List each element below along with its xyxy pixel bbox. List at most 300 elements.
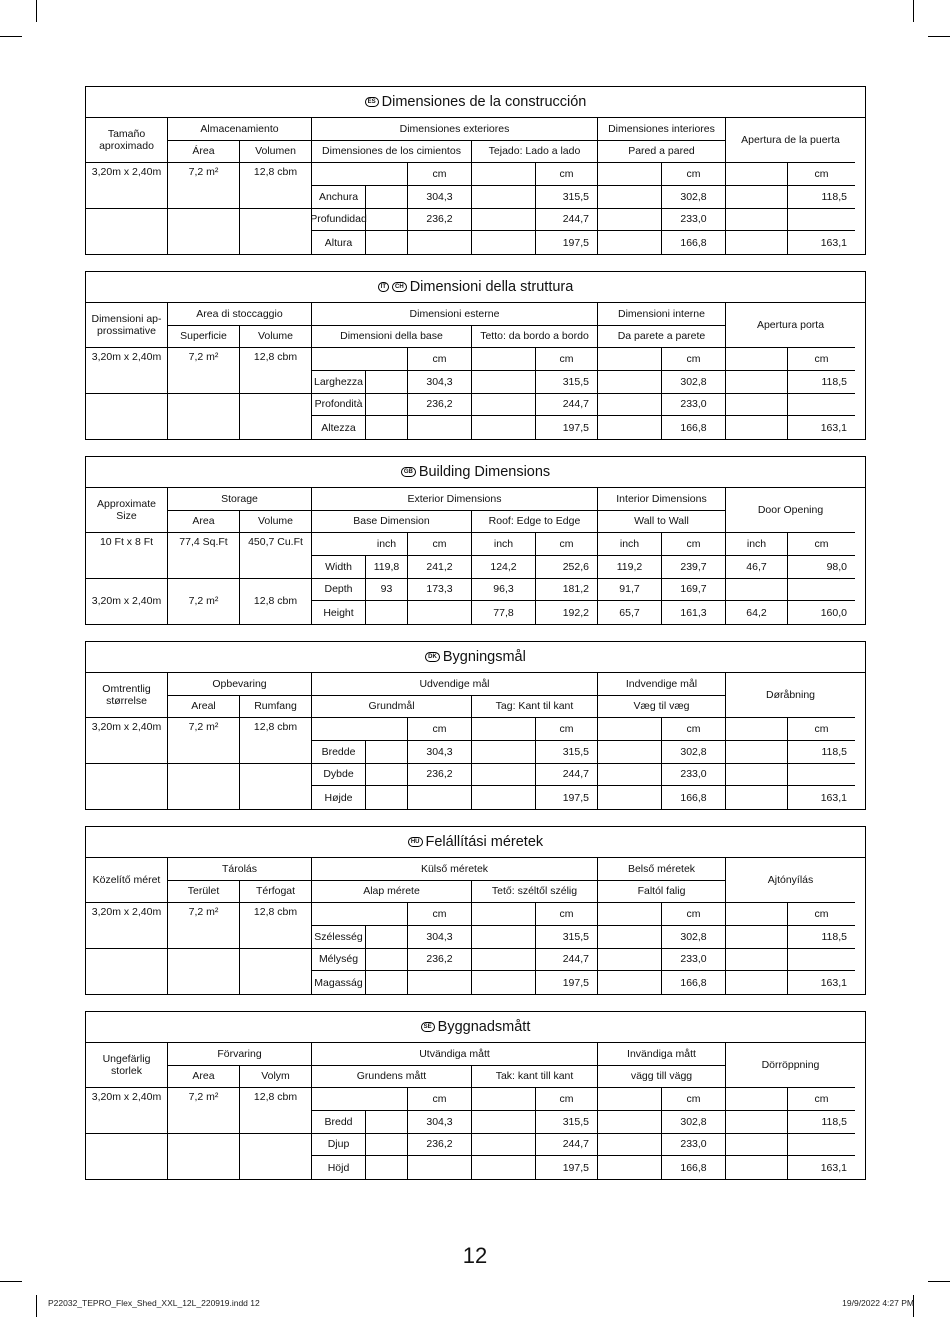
country-flag-icon: CH: [392, 282, 407, 292]
unit-label: cm: [536, 348, 598, 371]
dimension-value: [472, 1111, 536, 1134]
exterior-header: Külső méretek: [312, 858, 598, 881]
unit-label: cm: [788, 348, 855, 371]
crop-mark: [0, 1281, 22, 1282]
dimension-value: 239,7: [662, 556, 726, 579]
dimension-value: 98,0: [788, 556, 855, 579]
country-flag-icon: ES: [365, 97, 379, 107]
dimension-value: [598, 394, 662, 417]
table-cell: [312, 163, 366, 186]
size-header: Közelítő méret: [86, 858, 168, 903]
area-value: [168, 949, 240, 994]
unit-label: cm: [408, 1088, 472, 1111]
area-value: 7,2 m²: [168, 718, 240, 763]
table-title-text: Bygningsmål: [442, 649, 526, 665]
unit-label: [366, 163, 408, 186]
volume-value: [240, 949, 312, 994]
volume-header: Volume: [240, 511, 312, 534]
dimension-label: Bredd: [312, 1111, 366, 1134]
door-header: Door Opening: [726, 488, 855, 533]
dimension-value: 161,3: [662, 601, 726, 624]
dimension-label: Altezza: [312, 416, 366, 439]
size-value: 3,20m x 2,40m: [86, 718, 168, 763]
unit-label: inch: [472, 533, 536, 556]
dimension-value: 236,2: [408, 1134, 472, 1157]
dimension-value: [472, 949, 536, 972]
unit-label: [598, 348, 662, 371]
country-flag-icon: DK: [425, 652, 440, 662]
size-header: Ungefärlig storlek: [86, 1043, 168, 1088]
dimension-value: 304,3: [408, 186, 472, 209]
dimension-value: [472, 971, 536, 994]
dimension-value: 304,3: [408, 741, 472, 764]
unit-label: cm: [536, 533, 598, 556]
dimension-value: 65,7: [598, 601, 662, 624]
interior-header: Indvendige mål: [598, 673, 726, 696]
unit-label: cm: [788, 533, 855, 556]
dimension-value: 304,3: [408, 1111, 472, 1134]
dimension-label: Profundidad: [312, 209, 366, 232]
dimension-value: 304,3: [408, 926, 472, 949]
dimension-value: 96,3: [472, 579, 536, 602]
dimension-value: 236,2: [408, 949, 472, 972]
interior-header: Dimensioni interne: [598, 303, 726, 326]
dimension-value: 77,8: [472, 601, 536, 624]
unit-label: cm: [788, 903, 855, 926]
size-header: Approximate Size: [86, 488, 168, 533]
size-value: [86, 764, 168, 809]
dimension-value: [366, 394, 408, 417]
unit-label: cm: [662, 903, 726, 926]
storage-header: Area di stoccaggio: [168, 303, 312, 326]
dimension-value: [598, 416, 662, 439]
dimension-value: 119,2: [598, 556, 662, 579]
size-value: 3,20m x 2,40m: [86, 903, 168, 948]
dimension-label: Anchura: [312, 186, 366, 209]
dimension-table: [85, 641, 866, 810]
dimension-value: 233,0: [662, 1134, 726, 1157]
page-number: 12: [462, 1243, 488, 1268]
dimension-value: [726, 971, 788, 994]
exterior-header: Utvändiga mått: [312, 1043, 598, 1066]
unit-label: [726, 348, 788, 371]
roof-header: Tak: kant till kant: [472, 1066, 598, 1089]
dimension-value: 302,8: [662, 1111, 726, 1134]
table-title-text: Byggnadsmått: [437, 1019, 531, 1035]
area-header: Terület: [168, 881, 240, 904]
area-value: 7,2 m²: [168, 903, 240, 948]
dimension-value: [598, 1111, 662, 1134]
area-value: 77,4 Sq.Ft: [168, 533, 240, 578]
dimension-value: 163,1: [820, 236, 847, 249]
country-flag-icon: GB: [401, 467, 416, 477]
dimension-grid: [86, 488, 865, 624]
roof-header: Roof: Edge to Edge: [472, 511, 598, 534]
unit-label: cm: [408, 533, 472, 556]
dimension-value: 166,8: [662, 971, 726, 994]
dimension-value: [366, 231, 408, 254]
dimension-value: [408, 786, 472, 809]
dimension-label: Magasság: [312, 971, 366, 994]
dimension-value: [726, 579, 788, 602]
dimension-value: [472, 926, 536, 949]
dimension-table: [85, 456, 866, 625]
unit-label: cm: [408, 718, 472, 741]
exterior-header: Dimensioni esterne: [312, 303, 598, 326]
dimension-value: [788, 209, 855, 232]
dimension-value: 241,2: [408, 556, 472, 579]
size-value: [86, 949, 168, 994]
dimension-value: 118,5: [788, 926, 855, 949]
dimension-value: [598, 949, 662, 972]
dimension-value: [366, 971, 408, 994]
dimension-label: Bredde: [312, 741, 366, 764]
dimension-value: 163,1: [820, 421, 847, 434]
unit-label: cm: [408, 163, 472, 186]
unit-label: cm: [408, 348, 472, 371]
dimension-table: [85, 1011, 866, 1180]
exterior-header: Udvendige mål: [312, 673, 598, 696]
volume-header: Rumfang: [240, 696, 312, 719]
volume-header: Volume: [240, 326, 312, 349]
dimension-value: [598, 231, 662, 254]
dimension-value: 244,7: [536, 764, 598, 787]
dimension-value: [472, 1156, 536, 1179]
unit-label: inch: [598, 533, 662, 556]
table-title: [86, 642, 865, 673]
storage-header: Förvaring: [168, 1043, 312, 1066]
roof-header: Tag: Kant til kant: [472, 696, 598, 719]
unit-label: [366, 718, 408, 741]
volume-value: 12,8 cbm: [240, 903, 312, 948]
dimension-value: [788, 579, 855, 602]
dimension-value: [408, 416, 472, 439]
dimension-value: [366, 926, 408, 949]
dimension-value: 166,8: [662, 231, 726, 254]
dimension-value: 244,7: [536, 949, 598, 972]
door-header: Apertura de la puerta: [726, 118, 855, 163]
dimension-value: [726, 1134, 788, 1157]
area-header: Areal: [168, 696, 240, 719]
table-title: [86, 1012, 865, 1043]
area-value: [168, 394, 240, 439]
footer-date: 19/9/2022 4:27 PM: [842, 1298, 914, 1308]
dimension-value: 236,2: [408, 394, 472, 417]
dimension-label: Höjd: [312, 1156, 366, 1179]
crop-mark: [0, 36, 22, 37]
unit-label: [366, 348, 408, 371]
volume-value: 450,7 Cu.Ft: [240, 533, 312, 578]
unit-label: [472, 163, 536, 186]
size-value: [86, 394, 168, 439]
base-header: Grundmål: [312, 696, 472, 719]
dimension-value: [366, 949, 408, 972]
size-header: Dimensioni ap- prossimative: [86, 303, 168, 348]
dimension-grid: [86, 858, 865, 994]
unit-label: [472, 1088, 536, 1111]
dimension-value: [366, 786, 408, 809]
unit-label: cm: [788, 718, 855, 741]
dimension-value: 315,5: [536, 741, 598, 764]
dimension-value: [408, 231, 472, 254]
crop-mark: [913, 0, 914, 22]
door-header: Dörröppning: [726, 1043, 855, 1088]
country-flag-icon: IT: [378, 282, 389, 292]
unit-label: [366, 1088, 408, 1111]
table-title: [86, 827, 865, 858]
table-title: [86, 272, 865, 303]
dimension-label: Altura: [312, 231, 366, 254]
dimension-value: [726, 926, 788, 949]
dimension-value: [726, 231, 788, 254]
base-header: Grundens mått: [312, 1066, 472, 1089]
dimension-value: [598, 1156, 662, 1179]
dimension-value: [726, 186, 788, 209]
unit-label: cm: [662, 348, 726, 371]
volume-value: 12,8 cbm: [240, 1088, 312, 1133]
storage-header: Storage: [168, 488, 312, 511]
country-flag-icon: SE: [421, 1022, 435, 1032]
dimension-value: [598, 371, 662, 394]
volume-value: [240, 394, 312, 439]
dimension-value: [788, 394, 855, 417]
dimension-value: 302,8: [662, 186, 726, 209]
roof-header: Tető: széltől szélig: [472, 881, 598, 904]
interior-header: Interior Dimensions: [598, 488, 726, 511]
dimension-value: 166,8: [662, 1156, 726, 1179]
dimension-value: 244,7: [536, 394, 598, 417]
dimension-value: [726, 416, 788, 439]
volume-value: [240, 1134, 312, 1179]
table-title: [86, 87, 865, 118]
area-header: Area: [168, 511, 240, 534]
dimension-value: [408, 1156, 472, 1179]
area-header: Superficie: [168, 326, 240, 349]
dimension-value: [726, 949, 788, 972]
table-cell: [312, 1088, 366, 1111]
table-title-text: Dimensiones de la construcción: [381, 94, 587, 110]
base-header: Base Dimension: [312, 511, 472, 534]
dimension-value: 302,8: [662, 741, 726, 764]
unit-label: cm: [536, 718, 598, 741]
area-value: [168, 764, 240, 809]
dimension-value: [366, 1111, 408, 1134]
volume-value: [240, 764, 312, 809]
volume-value: 12,8 cbm: [240, 163, 312, 208]
unit-label: cm: [536, 1088, 598, 1111]
dimension-value: 197,5: [536, 416, 598, 439]
dimension-label: Mélység: [312, 949, 366, 972]
dimension-label: Depth: [312, 579, 366, 602]
unit-label: [726, 163, 788, 186]
dimension-value: [598, 741, 662, 764]
wall-header: Faltól falig: [598, 881, 726, 904]
dimension-grid: [86, 303, 865, 439]
dimension-value: 64,2: [726, 601, 788, 624]
dimension-value: [366, 764, 408, 787]
table-cell: [312, 903, 366, 926]
dimension-value: [726, 371, 788, 394]
size-value: 3,20m x 2,40m: [86, 1088, 168, 1133]
wall-header: Væg til væg: [598, 696, 726, 719]
dimension-value: 166,8: [662, 786, 726, 809]
dimension-value: [472, 741, 536, 764]
dimension-label: Width: [312, 556, 366, 579]
wall-header: vägg till vägg: [598, 1066, 726, 1089]
door-header: Apertura porta: [726, 303, 855, 348]
dimension-value: [408, 601, 472, 624]
dimension-value: 302,8: [662, 371, 726, 394]
volume-value: 12,8 cbm: [240, 348, 312, 393]
dimension-value: 233,0: [662, 209, 726, 232]
unit-label: cm: [788, 1088, 855, 1111]
dimension-value: [788, 1134, 855, 1157]
dimension-value: [598, 926, 662, 949]
storage-header: Almacenamiento: [168, 118, 312, 141]
dimension-value: [472, 371, 536, 394]
wall-header: Da parete a parete: [598, 326, 726, 349]
country-flag-icon: HU: [408, 837, 423, 847]
size-value: 3,20m x 2,40m: [86, 579, 168, 624]
dimension-value: [598, 971, 662, 994]
unit-label: [472, 348, 536, 371]
dimension-value: [598, 786, 662, 809]
unit-label: [726, 903, 788, 926]
dimension-label: Dybde: [312, 764, 366, 787]
table-cell: [312, 348, 366, 371]
dimension-value: 91,7: [598, 579, 662, 602]
dimension-value: 197,5: [536, 1156, 598, 1179]
volume-value: [240, 209, 312, 254]
dimension-value: 166,8: [662, 416, 726, 439]
size-header: Omtrentlig størrelse: [86, 673, 168, 718]
dimension-value: [366, 601, 408, 624]
area-header: Área: [168, 141, 240, 164]
crop-mark: [36, 0, 37, 22]
unit-label: cm: [662, 1088, 726, 1111]
footer-file: P22032_TEPRO_Flex_Shed_XXL_12L_220919.indd 12: [48, 1298, 260, 1308]
area-value: 7,2 m²: [168, 163, 240, 208]
storage-header: Opbevaring: [168, 673, 312, 696]
dimension-value: [472, 786, 536, 809]
dimension-value: 315,5: [536, 1111, 598, 1134]
unit-label: [366, 903, 408, 926]
interior-header: Invändiga mått: [598, 1043, 726, 1066]
dimension-value: 304,3: [408, 371, 472, 394]
dimension-value: [472, 416, 536, 439]
unit-label: [472, 903, 536, 926]
roof-header: Tetto: da bordo a bordo: [472, 326, 598, 349]
dimension-value: 233,0: [662, 949, 726, 972]
base-header: Dimensiones de los cimientos: [312, 141, 472, 164]
table-title-text: Building Dimensions: [418, 464, 551, 480]
exterior-header: Dimensiones exteriores: [312, 118, 598, 141]
size-header: Tamaño aproximado: [86, 118, 168, 163]
table-title-text: Dimensioni della struttura: [409, 279, 574, 295]
unit-label: [726, 1088, 788, 1111]
dimension-value: 236,2: [408, 209, 472, 232]
dimension-value: [472, 186, 536, 209]
dimension-value: [366, 741, 408, 764]
size-value: 3,20m x 2,40m: [86, 163, 168, 208]
unit-label: cm: [536, 163, 598, 186]
dimension-value: [366, 1134, 408, 1157]
area-value: [168, 209, 240, 254]
dimension-value: 315,5: [536, 371, 598, 394]
interior-header: Belső méretek: [598, 858, 726, 881]
unit-label: [598, 1088, 662, 1111]
dimension-grid: [86, 118, 865, 254]
dimension-value: [408, 971, 472, 994]
size-value: 10 Ft x 8 Ft: [86, 533, 168, 578]
dimension-value: 236,2: [408, 764, 472, 787]
dimension-value: [598, 764, 662, 787]
area-value: 7,2 m²: [168, 579, 240, 624]
size-value: [86, 209, 168, 254]
unit-label: [598, 718, 662, 741]
door-header: Ajtónyílás: [726, 858, 855, 903]
dimension-value: 118,5: [788, 186, 855, 209]
dimension-value: [366, 209, 408, 232]
volume-value: 12,8 cbm: [240, 718, 312, 763]
volume-value: 12,8 cbm: [240, 579, 312, 624]
dimension-value: [472, 209, 536, 232]
door-header: Døråbning: [726, 673, 855, 718]
dimension-label: Height: [312, 601, 366, 624]
base-header: Alap mérete: [312, 881, 472, 904]
dimension-value: [598, 186, 662, 209]
unit-label: [472, 718, 536, 741]
dimension-value: 163,1: [820, 976, 847, 989]
table-cell: [312, 718, 366, 741]
dimension-value: [726, 786, 788, 809]
dimension-grid: [86, 673, 865, 809]
dimension-label: Szélesség: [312, 926, 366, 949]
area-value: 7,2 m²: [168, 348, 240, 393]
dimension-value: 252,6: [536, 556, 598, 579]
unit-label: [598, 163, 662, 186]
dimension-value: [366, 1156, 408, 1179]
crop-mark: [928, 1281, 950, 1282]
dimension-label: Larghezza: [312, 371, 366, 394]
dimension-value: 173,3: [408, 579, 472, 602]
unit-label: inch: [726, 533, 788, 556]
dimension-value: 169,7: [662, 579, 726, 602]
dimension-value: [472, 394, 536, 417]
dimension-value: [788, 949, 855, 972]
dimension-table: [85, 271, 866, 440]
area-value: [168, 1134, 240, 1179]
dimension-value: 118,5: [788, 1111, 855, 1134]
storage-header: Tárolás: [168, 858, 312, 881]
dimension-table: [85, 826, 866, 995]
area-value: 7,2 m²: [168, 1088, 240, 1133]
interior-header: Dimensiones interiores: [598, 118, 726, 141]
unit-label: cm: [788, 163, 855, 186]
unit-label: [726, 718, 788, 741]
dimension-value: [598, 1134, 662, 1157]
dimension-value: [366, 371, 408, 394]
table-cell: [312, 533, 366, 556]
dimension-value: [472, 1134, 536, 1157]
unit-label: cm: [408, 903, 472, 926]
dimension-value: [598, 209, 662, 232]
dimension-label: Djup: [312, 1134, 366, 1157]
volume-header: Volym: [240, 1066, 312, 1089]
dimension-value: 118,5: [788, 741, 855, 764]
dimension-value: 244,7: [536, 209, 598, 232]
size-value: 3,20m x 2,40m: [86, 348, 168, 393]
